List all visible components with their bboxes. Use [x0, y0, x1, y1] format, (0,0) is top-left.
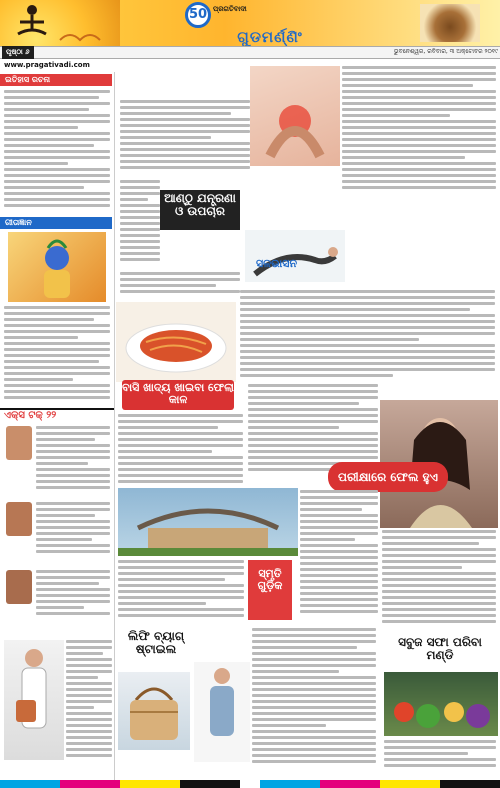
tourist-pavilion-image [118, 488, 298, 556]
history-heading: ଇତିହାସ ରଚନା [0, 74, 112, 86]
market-text [384, 740, 496, 776]
right-column-text [382, 530, 496, 630]
joint-col-text [120, 180, 160, 270]
history-text [4, 90, 110, 210]
joint-right-text [342, 66, 496, 196]
stale-food-title: ବାସି ଖାଦ୍ୟ ଖାଇବା ଫେଲା କାଳ [122, 380, 234, 410]
krishna-image [8, 232, 106, 302]
yoga-illustration [0, 0, 120, 46]
tourism-title: ସ୍ମୃତି ଗୁଡ଼ିକ [248, 560, 292, 620]
bag-model-image [4, 640, 64, 760]
exercise-title: ସଳଭାସନ [256, 257, 298, 270]
knee-pain-image [250, 66, 340, 166]
bag-text [252, 628, 376, 768]
tourism-text [300, 490, 378, 620]
vegetable-market-image [384, 672, 498, 736]
person-photo-2 [6, 502, 32, 536]
stale-food-text [118, 414, 243, 488]
talk-text-3 [36, 570, 110, 630]
noodles-image [116, 302, 236, 382]
publication-name: ପ୍ରଗତିବାଦୀ [213, 5, 247, 13]
joint-lower-text [120, 272, 240, 302]
gita-heading: ଗୀତାଜ୍ଞାନ [0, 217, 112, 229]
talk-heading: ଏକ୍ସ ଟକ୍ ୨୨ [0, 408, 114, 422]
bag-style-title: ଲିଫି ବ୍ୟାଗ୍ ଷ୍ଟାଇଲ [127, 629, 185, 657]
health-text [240, 290, 495, 380]
website-link[interactable]: www.pragativadi.com [0, 59, 115, 72]
talk-text-2 [36, 502, 110, 566]
exercise-image [245, 230, 345, 282]
print-color-strip [0, 780, 500, 788]
person-photo-1 [6, 426, 32, 460]
model-image [194, 662, 250, 762]
talk-text-1 [36, 426, 110, 496]
exam-title: ପରୀକ୍ଷାରେ ଫେଲ ହୁଏ [328, 462, 448, 492]
market-title: ସବୁଜ ସଫା ପରିବା ମଣ୍ଡି [398, 635, 482, 663]
handbag-image [118, 672, 190, 750]
tourism-left-text [118, 560, 244, 624]
gita-text [4, 306, 110, 406]
joint-intro-text [120, 100, 250, 180]
person-photo-3 [6, 570, 32, 604]
joint-pain-title: ଆଣ୍ଠୁ ଯନ୍ତ୍ରଣା ଓ ଉପଚାର [160, 190, 240, 230]
exam-text [248, 384, 378, 474]
coffee-cup-image [420, 4, 480, 42]
bag-side-text [66, 640, 112, 760]
page-number: ପୃଷ୍ଠା ୬ [2, 46, 34, 59]
meditation-figure-icon [0, 0, 120, 46]
dateline: ଭୁବନେଶ୍ୱର, ରବିବାର, ୩ ଅକ୍ଟୋବର ୨୦୧୯ [393, 48, 498, 55]
section-title: ଗୁଡମର୍ଣ୍ଣିଂ [237, 28, 303, 46]
anniversary-logo: 50 [185, 2, 211, 28]
